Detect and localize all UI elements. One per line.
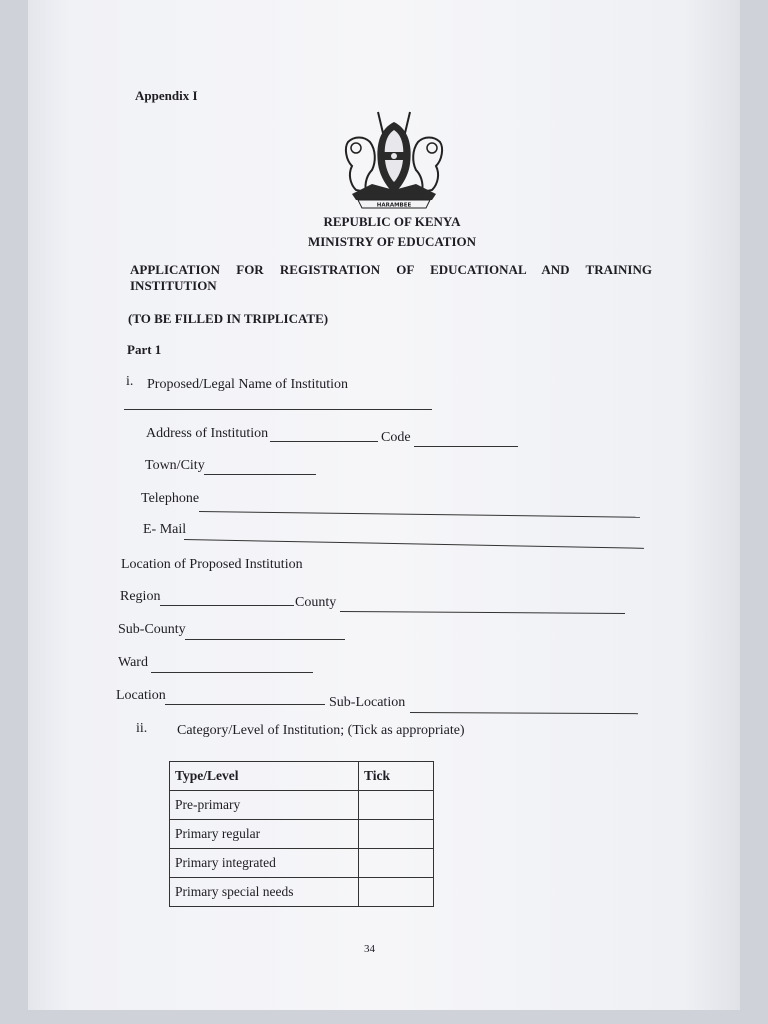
form-title-line2: INSTITUTION (130, 278, 217, 293)
q1-number: i. (126, 374, 134, 389)
category-table (169, 761, 434, 907)
table-row (170, 820, 434, 849)
table-row (170, 849, 434, 878)
table-cell-type: Pre-primary (170, 791, 359, 820)
institution-name-field[interactable] (124, 409, 432, 410)
svg-text:HARAMBEE: HARAMBEE (376, 202, 412, 209)
town-field[interactable] (204, 474, 316, 475)
location-field[interactable] (165, 704, 325, 705)
address-field[interactable] (270, 441, 378, 442)
table-header-row (170, 762, 434, 791)
tick-cell[interactable] (359, 878, 434, 907)
email-label: E- Mail (143, 522, 187, 537)
region-label: Region (120, 589, 161, 604)
subcounty-field[interactable] (185, 639, 345, 640)
table-header-tick: Tick (359, 762, 434, 791)
q2-number: ii. (136, 721, 148, 736)
ministry-heading: MINISTRY OF EDUCATION (307, 234, 477, 249)
code-label: Code (381, 430, 411, 445)
county-label: County (295, 595, 337, 610)
appendix-label: Appendix I (135, 88, 198, 103)
table-cell-type: Primary integrated (170, 849, 359, 878)
table-cell-type: Primary special needs (170, 878, 359, 907)
part-heading: Part 1 (127, 342, 162, 357)
page-number: 34 (364, 943, 375, 955)
code-field[interactable] (414, 446, 518, 447)
town-label: Town/City (145, 458, 205, 473)
ward-field[interactable] (151, 672, 313, 673)
tick-cell[interactable] (359, 820, 434, 849)
region-field[interactable] (160, 605, 294, 606)
address-label: Address of Institution (146, 426, 269, 441)
table-row (170, 791, 434, 820)
subcounty-label: Sub-County (118, 622, 186, 637)
republic-heading: REPUBLIC OF KENYA (323, 214, 461, 229)
q1-label: Proposed/Legal Name of Institution (147, 377, 349, 392)
triplicate-note: (TO BE FILLED IN TRIPLICATE) (128, 311, 329, 326)
coat-of-arms-emblem (338, 108, 450, 210)
location-heading: Location of Proposed Institution (121, 557, 303, 572)
location-label: Location (116, 688, 166, 703)
q2-label: Category/Level of Institution; (Tick as appropriate) (177, 723, 465, 738)
tick-cell[interactable] (359, 791, 434, 820)
table-row (170, 878, 434, 907)
sublocation-label: Sub-Location (329, 695, 406, 710)
form-title-line1: APPLICATION FOR REGISTRATION OF EDUCATIONAL AND TRAINING (130, 262, 652, 277)
table-cell-type: Primary regular (170, 820, 359, 849)
telephone-label: Telephone (141, 491, 200, 506)
ward-label: Ward (118, 655, 148, 670)
table-header-type: Type/Level (170, 762, 359, 791)
tick-cell[interactable] (359, 849, 434, 878)
